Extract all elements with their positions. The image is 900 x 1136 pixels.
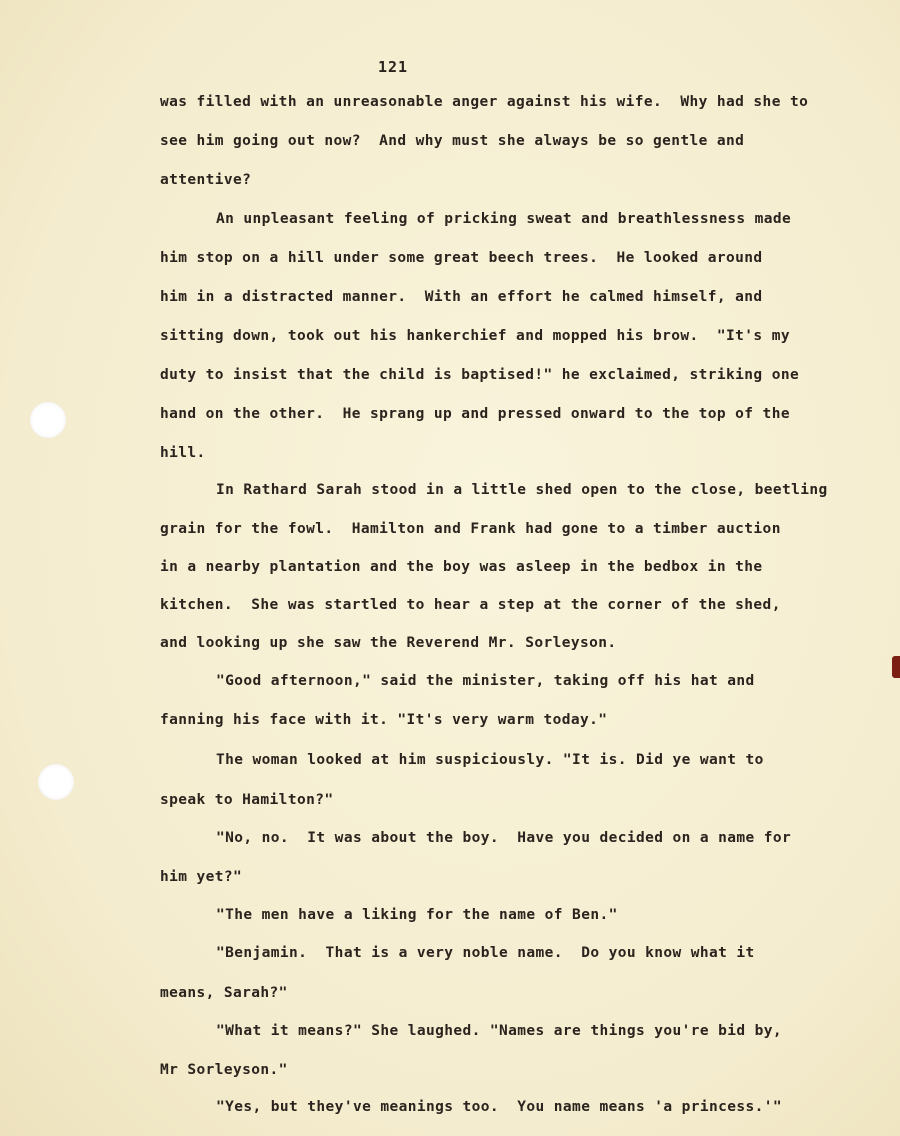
text-line: attentive?: [160, 172, 252, 188]
text-line: An unpleasant feeling of pricking sweat and breathlessness made: [216, 211, 792, 227]
page-number: 121: [378, 58, 409, 76]
text-line: duty to insist that the child is baptised!" he exclaimed, striking one: [160, 367, 800, 383]
text-line: sitting down, took out his hankerchief and mopped his brow. "It's my: [160, 328, 790, 344]
text-line: kitchen. She was startled to hear a step at the corner of the shed,: [160, 597, 781, 613]
text-line: and looking up she saw the Reverend Mr. Sorleyson.: [160, 635, 617, 651]
text-line: him yet?": [160, 869, 243, 885]
text-line: grain for the fowl. Hamilton and Frank had gone to a timber auction: [160, 521, 781, 537]
text-line: see him going out now? And why must she always be so gentle and: [160, 133, 745, 149]
text-line: him in a distracted manner. With an effort he calmed himself, and: [160, 289, 763, 305]
text-line: in a nearby plantation and the boy was asleep in the bedbox in the: [160, 559, 763, 575]
text-line: hill.: [160, 445, 206, 461]
text-line: him stop on a hill under some great beech trees. He looked around: [160, 250, 763, 266]
text-line: means, Sarah?": [160, 985, 288, 1001]
text-line: "Good afternoon," said the minister, taking off his hat and: [216, 673, 755, 689]
text-line: fanning his face with it. "It's very warm today.": [160, 712, 608, 728]
text-line: "The men have a liking for the name of Ben.": [216, 907, 618, 923]
text-line: "Yes, but they've meanings too. You name means 'a princess.'": [216, 1099, 783, 1115]
text-line: hand on the other. He sprang up and pressed onward to the top of the: [160, 406, 790, 422]
text-line: The woman looked at him suspiciously. "It is. Did ye want to: [216, 752, 764, 768]
text-line: was filled with an unreasonable anger against his wife. Why had she to: [160, 94, 809, 110]
text-line: "Benjamin. That is a very noble name. Do you know what it: [216, 945, 755, 961]
text-line: "What it means?" She laughed. "Names are things you're bid by,: [216, 1023, 783, 1039]
text-line: Mr Sorleyson.": [160, 1062, 288, 1078]
text-line: In Rathard Sarah stood in a little shed open to the close, beetling: [216, 482, 828, 498]
text-line: speak to Hamilton?": [160, 792, 334, 808]
text-line: "No, no. It was about the boy. Have you decided on a name for: [216, 830, 792, 846]
